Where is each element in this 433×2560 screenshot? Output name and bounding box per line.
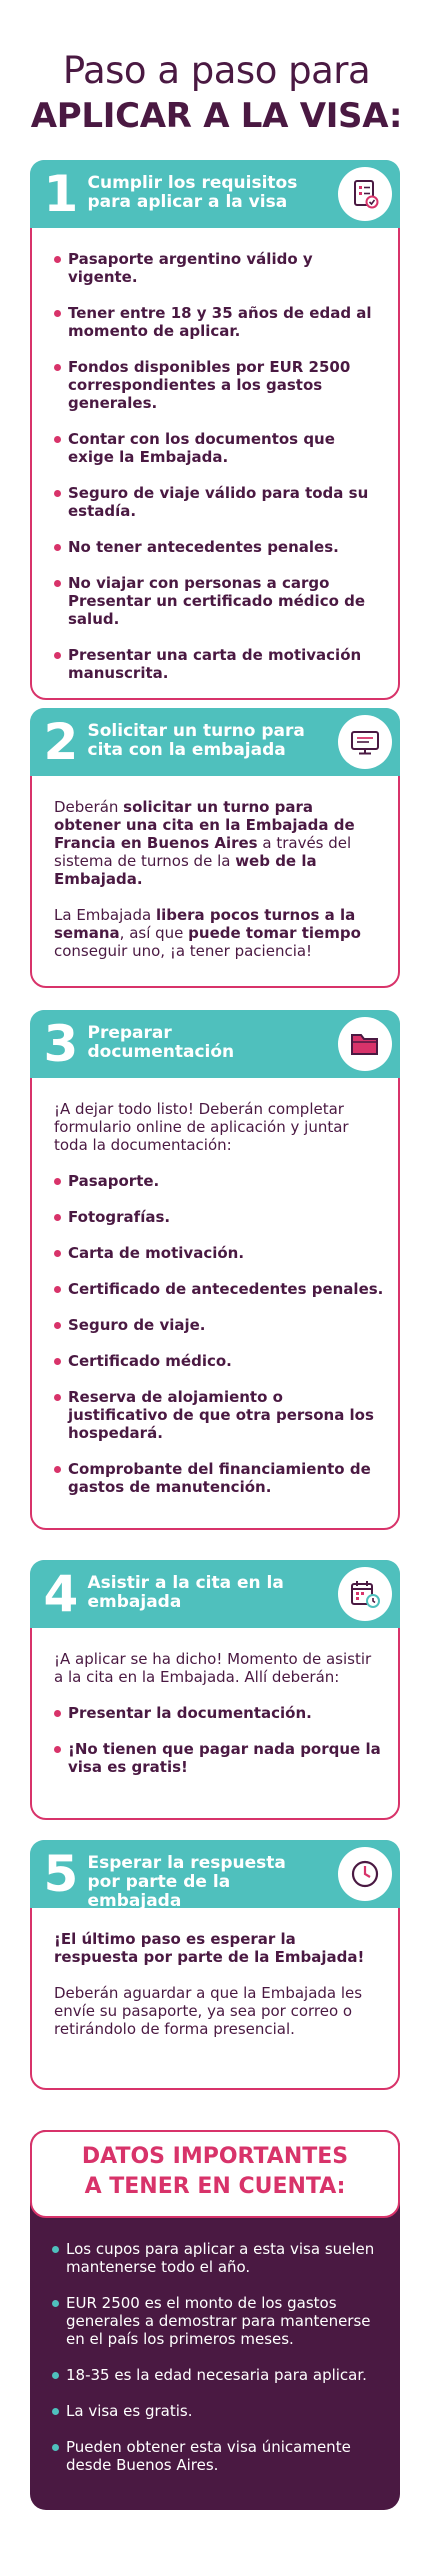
step-title: Cumplir los requisitos para aplicar a la visa xyxy=(87,172,298,212)
info-title-line-2: A TENER EN CUENTA: xyxy=(84,2174,346,2199)
list-item: Tener entre 18 y 35 años de edad al momento de aplicar. xyxy=(54,304,384,340)
important-info-box xyxy=(30,2130,400,2510)
step-1-header xyxy=(30,160,400,228)
important-info-header xyxy=(30,2130,400,2218)
list-item: Fotografías. xyxy=(54,1208,384,1226)
calendar-clock-icon xyxy=(338,1567,392,1621)
step-number: 4 xyxy=(43,1564,79,1623)
list-item: Pueden obtener esta visa únicamente desde Buenos Aires. xyxy=(52,2438,384,2474)
list-item: Certificado médico. xyxy=(54,1352,384,1370)
list-item: Pasaporte argentino válido y vigente. xyxy=(54,250,384,286)
step-3-intro: ¡A dejar todo listo! Deberán completar formulario online de aplicación y juntar toda la documentación: xyxy=(54,1100,349,1154)
text-span: La Embajada xyxy=(54,906,156,924)
requirements-list xyxy=(54,250,384,682)
step-title: Preparar documentación xyxy=(87,1022,235,1062)
step-3-header xyxy=(30,1010,400,1078)
step-number: 1 xyxy=(43,164,79,223)
step-4-card xyxy=(30,1560,400,1820)
step-title: Esperar la respuesta por parte de la embajada xyxy=(87,1852,286,1911)
list-item: Carta de motivación. xyxy=(54,1244,384,1262)
text-span: conseguir uno, ¡a tener paciencia! xyxy=(54,942,313,960)
list-item: Fondos disponibles por EUR 2500 correspondientes a los gastos generales. xyxy=(54,358,384,412)
bold-span: libera pocos turnos a la semana xyxy=(54,906,356,942)
step-5-card xyxy=(30,1840,400,2090)
list-item: Presentar la documentación. xyxy=(54,1704,384,1722)
step-1-body xyxy=(54,250,384,682)
list-item: Pasaporte. xyxy=(54,1172,384,1190)
clock-icon xyxy=(338,1847,392,1901)
list-item: Certificado de antecedentes penales. xyxy=(54,1280,384,1298)
list-item: Los cupos para aplicar a esta visa suelen mantenerse todo el año. xyxy=(52,2240,384,2276)
step-5-paragraph-1: ¡El último paso es esperar la respuesta por parte de la Embajada! xyxy=(54,1930,365,1966)
step-title: Solicitar un turno para cita con la embajada xyxy=(87,720,305,760)
step-4-intro: ¡A aplicar se ha dicho! Momento de asistir a la cita en la Embajada. Allí deberán: xyxy=(54,1650,372,1686)
step-2-body xyxy=(54,798,384,960)
info-title-line-1: DATOS IMPORTANTES xyxy=(81,2144,349,2169)
step-4-body xyxy=(54,1650,384,1776)
page-title xyxy=(0,48,433,138)
bold-span: web de la Embajada. xyxy=(54,852,317,888)
list-item: EUR 2500 es el monto de los gastos generales a demostrar para mantenerse en el país los primeros meses. xyxy=(52,2294,384,2348)
step-number: 2 xyxy=(43,712,79,771)
checklist-document-icon xyxy=(338,167,392,221)
list-item: 18-35 es la edad necesaria para aplicar. xyxy=(52,2366,384,2384)
step-2-paragraph-1 xyxy=(54,798,384,888)
text-span: a través del sistema de turnos de la xyxy=(54,834,352,870)
title-line-1: Paso a paso para xyxy=(62,49,371,92)
bold-span: solicitar un turno para obtener una cita en la Embajada de Francia en Buenos Aires xyxy=(54,798,355,852)
step-2-paragraph-2 xyxy=(54,906,384,960)
step-number: 5 xyxy=(43,1844,79,1903)
computer-screen-icon xyxy=(338,715,392,769)
step-title: Asistir a la cita en la embajada xyxy=(87,1572,284,1612)
important-info-list xyxy=(52,2240,384,2474)
bold-span: puede tomar tiempo xyxy=(188,924,361,942)
list-item: Contar con los documentos que exige la Embajada. xyxy=(54,430,384,466)
list-item: Presentar una carta de motivación manuscrita. xyxy=(54,646,384,682)
step-3-body xyxy=(54,1100,384,1496)
step-5-header xyxy=(30,1840,400,1911)
list-item: ¡No tienen que pagar nada porque la visa es gratis! xyxy=(54,1740,384,1776)
step-2-card xyxy=(30,708,400,988)
list-item: No viajar con personas a cargo Presentar un certificado médico de salud. xyxy=(54,574,384,628)
text-span: , así que xyxy=(119,924,189,942)
step-number: 3 xyxy=(43,1014,79,1073)
appointment-list xyxy=(54,1704,384,1776)
list-item: No tener antecedentes penales. xyxy=(54,538,384,556)
list-item: Reserva de alojamiento o justificativo de que otra persona los hospedará. xyxy=(54,1388,384,1442)
title-line-2: APLICAR A LA VISA: xyxy=(30,96,403,136)
step-2-header xyxy=(30,708,400,776)
documents-list xyxy=(54,1172,384,1496)
step-3-card xyxy=(30,1010,400,1530)
step-1-card xyxy=(30,160,400,700)
folder-icon xyxy=(338,1017,392,1071)
list-item: Comprobante del financiamiento de gastos de manutención. xyxy=(54,1460,384,1496)
step-5-body xyxy=(54,1930,384,2038)
list-item: La visa es gratis. xyxy=(52,2402,384,2420)
list-item: Seguro de viaje. xyxy=(54,1316,384,1334)
list-item: Seguro de viaje válido para toda su estadía. xyxy=(54,484,384,520)
text-span: Deberán xyxy=(54,798,124,816)
step-5-paragraph-2: Deberán aguardar a que la Embajada les envíe su pasaporte, ya sea por correo o retirándolo de forma presencial. xyxy=(54,1984,363,2038)
step-4-header xyxy=(30,1560,400,1628)
